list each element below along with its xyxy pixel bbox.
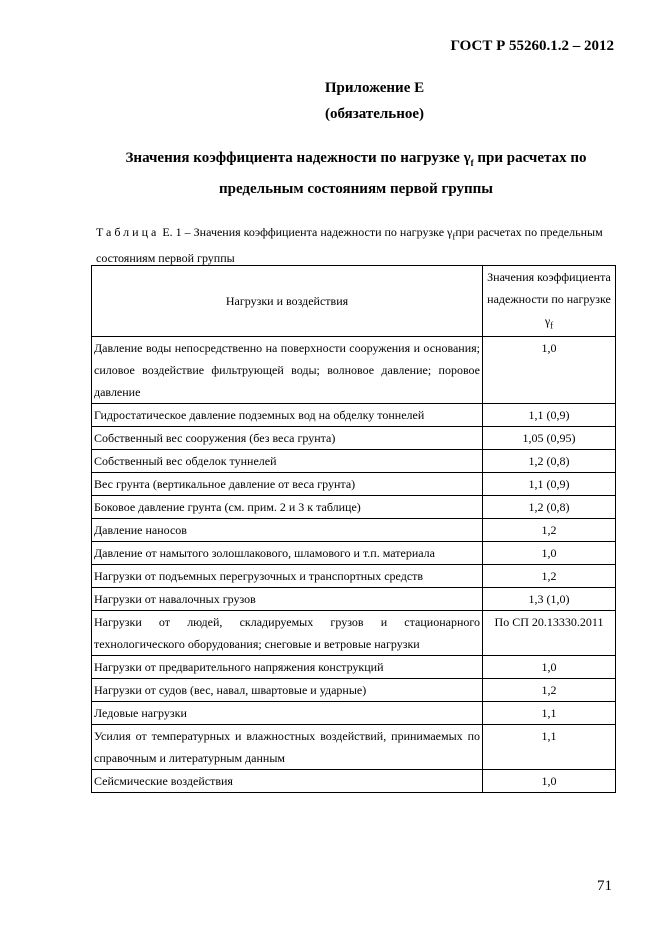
load-name-cell: Собственный вес сооружения (без веса грунта) xyxy=(92,427,483,450)
caption-text1: Е. 1 – Значения коэффициента надежности по нагрузке γ xyxy=(159,225,453,239)
table-row xyxy=(92,679,616,702)
table-row xyxy=(92,519,616,542)
coefficient-value-cell: 1,1 (0,9) xyxy=(483,473,616,496)
appendix-title xyxy=(0,75,661,127)
load-name-cell: Давление воды непосредственно на поверхности сооружения и основания; силовое воздействие фильтрующей воды; волновое давление; поровое давление xyxy=(92,337,483,404)
load-name-cell: Нагрузки от людей, складируемых грузов и стационарного технологического оборудования; снеговые и ветровые нагрузки xyxy=(92,611,483,656)
coefficient-value-cell: 1,0 xyxy=(483,770,616,793)
load-name-cell: Ледовые нагрузки xyxy=(92,702,483,725)
coefficient-value-cell: 1,2 (0,8) xyxy=(483,450,616,473)
table-caption xyxy=(96,221,616,269)
load-name-cell: Давление наносов xyxy=(92,519,483,542)
page-number: 71 xyxy=(597,878,612,894)
appendix-label: Приложение Е xyxy=(324,80,425,96)
table-row xyxy=(92,473,616,496)
load-name-cell: Давление от намытого золошлакового, шламового и т.п. материала xyxy=(92,542,483,565)
table-row xyxy=(92,542,616,565)
load-name-cell: Нагрузки от навалочных грузов xyxy=(92,588,483,611)
heading-line1: Значения коэффициента надежности по нагрузке γ xyxy=(125,150,471,166)
coefficient-value-cell: 1,2 xyxy=(483,519,616,542)
table-body xyxy=(92,337,616,793)
load-name-cell: Сейсмические воздействия xyxy=(92,770,483,793)
coefficient-value-cell: 1,1 xyxy=(483,702,616,725)
column-header-values xyxy=(483,266,616,337)
coefficient-value-cell: 1,0 xyxy=(483,542,616,565)
table-row xyxy=(92,702,616,725)
table-row xyxy=(92,588,616,611)
load-name-cell: Боковое давление грунта (см. прим. 2 и 3 к таблице) xyxy=(92,496,483,519)
load-name-cell: Усилия от температурных и влажностных воздействий, принимаемых по справочным и литературным данным xyxy=(92,725,483,770)
coefficient-value-cell: 1,2 xyxy=(483,679,616,702)
table-row xyxy=(92,427,616,450)
coefficient-value-cell: 1,1 (0,9) xyxy=(483,404,616,427)
table-row xyxy=(92,611,616,656)
heading-subscript: f xyxy=(470,158,474,168)
table-row xyxy=(92,450,616,473)
table-row xyxy=(92,725,616,770)
caption-text2: при расчетах по предельным состояниям первой группы xyxy=(96,225,603,266)
coefficient-value-cell: По СП 20.13330.2011 xyxy=(483,611,616,656)
coefficient-value-cell: 1,2 xyxy=(483,565,616,588)
table-header-row xyxy=(92,266,616,337)
col2-header-subscript: f xyxy=(550,320,554,331)
coefficient-value-cell: 1,2 (0,8) xyxy=(483,496,616,519)
coefficient-value-cell: 1,1 xyxy=(483,725,616,770)
column-header-loads: Нагрузки и воздействия xyxy=(92,266,483,337)
table-row xyxy=(92,565,616,588)
load-name-cell: Собственный вес обделок туннелей xyxy=(92,450,483,473)
coefficient-value-cell: 1,0 xyxy=(483,656,616,679)
coefficient-value-cell: 1,0 xyxy=(483,337,616,404)
table-row xyxy=(92,404,616,427)
table-row xyxy=(92,496,616,519)
caption-label: Таблица xyxy=(96,225,160,239)
table-row xyxy=(92,770,616,793)
table-row xyxy=(92,656,616,679)
col2-header-text: Значения коэффициента надежности по нагрузке γ xyxy=(487,270,611,328)
standard-code: ГОСТ Р 55260.1.2 – 2012 xyxy=(450,38,614,54)
load-name-cell: Гидростатическое давление подземных вод на обделку тоннелей xyxy=(92,404,483,427)
heading-line2: предельным состояниям первой группы xyxy=(218,181,494,197)
load-name-cell: Нагрузки от предварительного напряжения конструкций xyxy=(92,656,483,679)
coefficient-value-cell: 1,05 (0,95) xyxy=(483,427,616,450)
load-name-cell: Нагрузки от судов (вес, навал, швартовые и ударные) xyxy=(92,679,483,702)
coefficient-value-cell: 1,3 (1,0) xyxy=(483,588,616,611)
load-name-cell: Нагрузки от подъемных перегрузочных и транспортных средств xyxy=(92,565,483,588)
section-heading xyxy=(96,145,616,202)
heading-line1-end: при расчетах по xyxy=(473,150,587,166)
appendix-status: (обязательное) xyxy=(324,106,425,122)
caption-subscript: f xyxy=(452,231,456,242)
table-row xyxy=(92,337,616,404)
load-name-cell: Вес грунта (вертикальное давление от веса грунта) xyxy=(92,473,483,496)
coefficients-table xyxy=(91,265,616,793)
